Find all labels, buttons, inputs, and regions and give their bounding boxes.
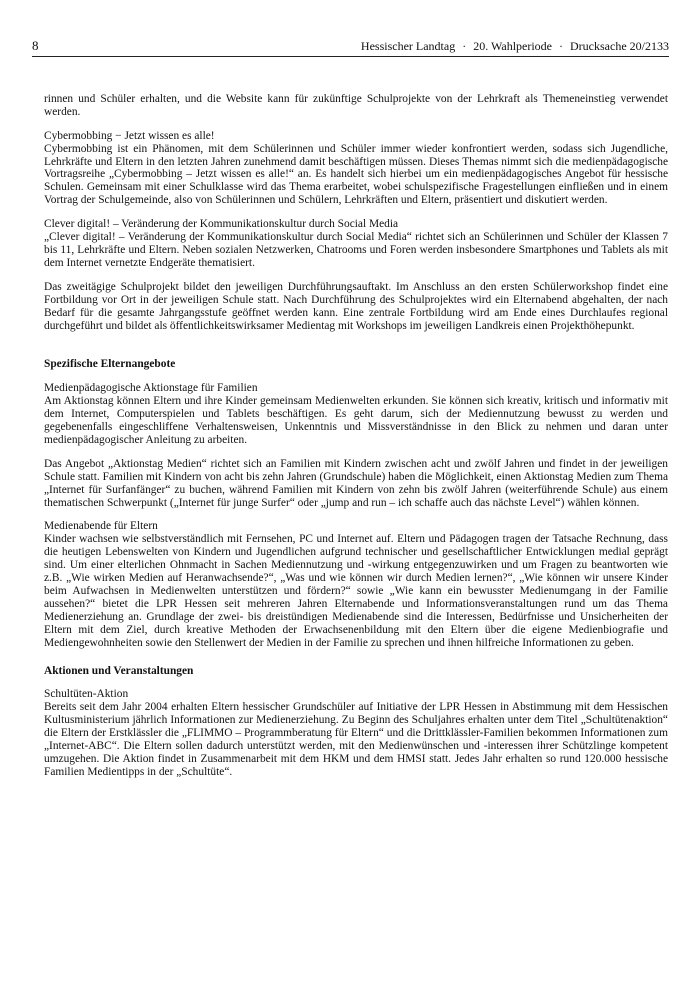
cybermobbing-title: Cybermobbing − Jetzt wissen es alle! (44, 129, 215, 142)
clever-title: Clever digital! – Veränderung der Kommunikationskultur durch Social Media (44, 218, 399, 231)
page-header (32, 40, 669, 57)
cybermobbing-paragraph: Cybermobbing ist ein Phänomen, mit dem Schülerinnen und Schüler immer wieder konfrontiert werden, sodass sich Jugendliche, Lehrkräfte und Eltern in den letzten Jahren zunehmend damit beschäftigen müssen. Dieses Themas nimmt sich die medienpädagogische Vortragsreihe „Cybermobbing – Jetzt wissen es alle!“ an. Es handelt sich hierbei um ein medienpädagogisches Angebot für hessische Schulen. Gemeinsam mit einer Schulklasse wird das Thema erarbeitet, wobei schulspezifische Fragestellungen einfließen und in einem Vortrag der Schulgemeinde, also von Schülerinnen und Schülern, Lehrkräften und Eltern, präsentiert und diskutiert werden. (44, 142, 668, 207)
angebot-paragraph: Das Angebot „Aktionstag Medien“ richtet sich an Familien mit Kindern zwischen acht und zwölf Jahren und findet in der jeweiligen Schule statt. Familien mit Kindern von acht bis zehn Jahren (Grundschule) haben die Möglichkeit, einen Aktionstag Medien zum Thema „Internet für Surfanfänger“ zu buchen, während Familien mit Kindern von zehn bis zwölf Jahren (weiterführende Schule) aus einem thematischen Schwerpunkt („Internet für junge Surfer“ oder „jump and run – ich schaffe auch das nächste Level“) wählen können. (44, 457, 668, 509)
schultueten-title: Schultüten-Aktion (44, 688, 129, 701)
header-period: 20. Wahlperiode (473, 39, 553, 53)
header-parliament: Hessischer Landtag (360, 39, 456, 53)
section-heading-elternangebote: Spezifische Elternangebote (44, 358, 176, 371)
intro-paragraph: rinnen und Schüler erhalten, und die Website kann für zukünftige Schulprojekte von der Lehrkraft als Themeneinstieg verwendet werden. (44, 92, 668, 118)
aktionstage-paragraph: Am Aktionstag können Eltern und ihre Kinder gemeinsam Medienwelten erkunden. Sie können sich kreativ, kritisch und informativ mit dem Internet, Computerspielen und Tablets beschäftigen. Es geht darum, sich der Mediennutzung bewusst zu werden und gegebenenfalls eingeschliffene Verhaltensweisen, Unkenntnis und Missverständnisse in den Blick zu nehmen und daran unter medienpädagogischer Anleitung zu arbeiten. (44, 395, 668, 446)
document-page (32, 38, 669, 779)
header-separator: · (559, 39, 564, 53)
page-number: 8 (32, 38, 39, 53)
schultueten-paragraph: Bereits seit dem Jahr 2004 erhalten Eltern hessischer Grundschüler auf Initiative der LPR Hessen in Abstimmung mit dem Hessischen Kultusministerium jährlich Informationen zur Medienerziehung. Zu Beginn des Schuljahres erhalten unter dem Titel „Schultütenaktion“ die Eltern der Erstklässler die „FLIMMO – Programmberatung für Eltern“ und die Drittklässler-Familien bekommen Informationen zum „Internet-ABC“. Die Eltern sollen dadurch unterstützt werden, mit den Medienwünschen und -interessen ihrer Schützlinge kompetent umzugehen. Die Aktion findet in Zusammenarbeit mit dem HKM und dem HMSI statt. Jedes Jahr erhalten so rund 120.000 hessische Familien Medientipps in der „Schultüte“. (44, 701, 668, 778)
section-heading-aktionen: Aktionen und Veranstaltungen (44, 664, 194, 677)
header-info (361, 40, 669, 53)
header-separator: · (462, 39, 467, 53)
document-body (44, 93, 668, 779)
aktionstage-title: Medienpädagogische Aktionstage für Familien (44, 382, 258, 395)
header-document: Drucksache 20/2133 (570, 39, 669, 53)
medienabende-paragraph: Kinder wachsen wie selbstverständlich mit Fernsehen, PC und Internet auf. Eltern und Pädagogen tragen der Tatsache Rechnung, dass die heutigen Lebenswelten von Kindern und Jugendlichen aufgrund technischer und gesellschaftlicher Entwicklungen medial geprägt sind. Um einer elterlichen Ohnmacht in Sachen Mediennutzung und -wirkung entgegenzuwirken und um Fragen zu beantworten wie z.B. „Wie wirken Medien auf Heranwachsende?“, „Was und wie können wir durch Medien lernen?“, „Wie können wir unsere Kinder beim Aufwachsen in Medienwelten unterstützen und fördern?“ sowie „Wie kann ein bewusster Medienumgang in der Familie aussehen?“ bietet die LPR Hessen seit mehreren Jahren Elternabende und Informationsveranstaltungen rund um das Thema Medienerziehung an. Grundlage der zwei- bis dreistündigen Medienabende sind die Interessen, Bedürfnisse und Unsicherheiten der Eltern mit dem Ziel, durch kreative Methoden der Erwachsenenbildung mit den Eltern über die eigene Medienbiografie und Mediengewohnheiten sowie den Stellenwert der Medien in der Familie zu sprechen und ihnen hilfreiche Informationen zu geben. (44, 533, 668, 649)
medienabende-title: Medienabende für Eltern (44, 520, 158, 533)
schulprojekt-paragraph: Das zweitägige Schulprojekt bildet den jeweiligen Durchführungsauftakt. Im Anschluss an den ersten Schülerworkshop findet eine Fortbildung vor Ort in der jeweiligen Schule statt. Nach Durchführung des Schulprojektes wird ein Elternabend abgehalten, der nach Bedarf für die gesamte Jahrgangsstufe geöffnet werden kann. Eine zentrale Fortbildung wird am Ende eines Durchlaufes regional durchgeführt und bildet als öffentlichkeitswirksamer Medientag mit Workshops im jeweiligen Landkreis einen Projekthöhepunkt. (44, 280, 668, 332)
clever-paragraph: „Clever digital! – Veränderung der Kommunikationskultur durch Social Media“ richtet sich an Schülerinnen und Schüler der Klassen 7 bis 11, Lehrkräfte und Eltern. Neben sozialen Netzwerken, Chatrooms und Foren werden insbesondere Smartphones und Tablets als mit dem Internet vernetzte Endgeräte thematisiert. (44, 231, 668, 269)
